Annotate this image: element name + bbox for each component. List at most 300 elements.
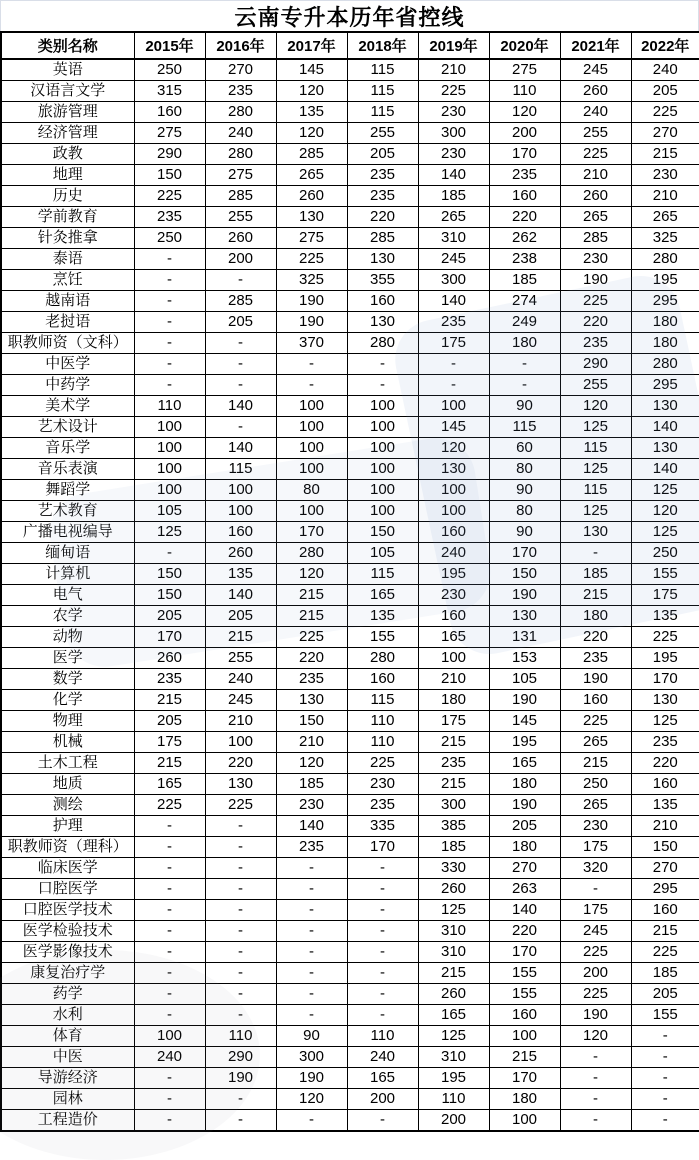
score-cell: 130 [276, 207, 347, 228]
score-cell: 125 [631, 522, 699, 543]
score-cell: 225 [134, 795, 205, 816]
score-cell: - [134, 837, 205, 858]
table-row [1, 291, 699, 312]
score-cell: 130 [418, 459, 489, 480]
table-row [1, 480, 699, 501]
score-cell: 230 [347, 774, 418, 795]
score-cell: 120 [276, 564, 347, 585]
score-cell: 190 [560, 669, 631, 690]
score-cell: 100 [276, 501, 347, 522]
score-cell: 120 [276, 81, 347, 102]
score-cell: 250 [560, 774, 631, 795]
score-cell: 185 [560, 564, 631, 585]
score-cell: 290 [205, 1047, 276, 1068]
header-row [1, 32, 699, 59]
score-cell: 275 [276, 228, 347, 249]
score-cell: - [205, 900, 276, 921]
score-cell: 200 [560, 963, 631, 984]
score-cell: 150 [489, 564, 560, 585]
row-label: 广播电视编导 [1, 522, 134, 543]
score-cell: 270 [205, 59, 276, 81]
score-cell: 195 [631, 270, 699, 291]
score-cell: 235 [134, 207, 205, 228]
score-cell: 125 [560, 459, 631, 480]
score-cell: 210 [418, 669, 489, 690]
column-header-category: 类别名称 [1, 32, 134, 59]
score-cell: - [631, 1047, 699, 1068]
row-label: 农学 [1, 606, 134, 627]
score-cell: 275 [205, 165, 276, 186]
score-cell: 220 [560, 627, 631, 648]
score-cell: 130 [631, 396, 699, 417]
score-cell: 160 [347, 291, 418, 312]
score-cell: 310 [418, 921, 489, 942]
row-label: 医学影像技术 [1, 942, 134, 963]
score-cell: 170 [347, 837, 418, 858]
table-row [1, 396, 699, 417]
column-header-year: 2021年 [560, 32, 631, 59]
score-cell: 125 [631, 711, 699, 732]
score-cell: 170 [631, 669, 699, 690]
table-body [1, 59, 699, 1131]
score-cell: 235 [418, 312, 489, 333]
score-cell: 195 [418, 564, 489, 585]
score-cell: 185 [418, 837, 489, 858]
score-cell: 249 [489, 312, 560, 333]
score-cell: 115 [560, 480, 631, 501]
row-label: 历史 [1, 186, 134, 207]
score-cell: 165 [347, 1068, 418, 1089]
score-cell: 260 [205, 228, 276, 249]
score-cell: 215 [560, 585, 631, 606]
score-cell: 280 [631, 249, 699, 270]
score-cell: 100 [347, 459, 418, 480]
row-label: 音乐表演 [1, 459, 134, 480]
score-cell: 225 [631, 102, 699, 123]
score-cell: - [205, 816, 276, 837]
row-label: 地质 [1, 774, 134, 795]
score-cell: 135 [347, 606, 418, 627]
score-cell: 175 [134, 732, 205, 753]
score-cell: 130 [631, 438, 699, 459]
score-cell: 260 [418, 984, 489, 1005]
score-cell: 100 [134, 1026, 205, 1047]
score-cell: - [205, 375, 276, 396]
score-cell: - [276, 879, 347, 900]
row-label: 口腔医学 [1, 879, 134, 900]
score-cell: 100 [276, 438, 347, 459]
score-cell: 180 [631, 333, 699, 354]
score-cell: 320 [560, 858, 631, 879]
score-cell: 180 [489, 774, 560, 795]
score-cell: 220 [489, 207, 560, 228]
score-cell: - [347, 984, 418, 1005]
score-cell: 200 [418, 1110, 489, 1132]
score-cell: 190 [560, 270, 631, 291]
score-cell: - [205, 1089, 276, 1110]
score-cell: - [560, 1110, 631, 1132]
row-label: 化学 [1, 690, 134, 711]
score-cell: 175 [560, 900, 631, 921]
score-cell: 130 [347, 249, 418, 270]
score-cell: 150 [347, 522, 418, 543]
score-cell: 120 [276, 1089, 347, 1110]
score-cell: 115 [347, 102, 418, 123]
table-row [1, 858, 699, 879]
score-cell: 165 [418, 627, 489, 648]
score-cell: 300 [276, 1047, 347, 1068]
score-cell: - [347, 921, 418, 942]
score-cell: 210 [276, 732, 347, 753]
score-cell: 115 [347, 564, 418, 585]
score-cell: 265 [560, 207, 631, 228]
score-cell: - [134, 1005, 205, 1026]
score-cell: 260 [560, 81, 631, 102]
score-cell: 200 [489, 123, 560, 144]
score-cell: 165 [489, 753, 560, 774]
table-row [1, 984, 699, 1005]
score-cell: 190 [276, 312, 347, 333]
score-cell: - [205, 1005, 276, 1026]
row-label: 导游经济 [1, 1068, 134, 1089]
score-cell: 235 [276, 669, 347, 690]
score-cell: 255 [560, 123, 631, 144]
table-row [1, 879, 699, 900]
row-label: 老挝语 [1, 312, 134, 333]
score-cell: - [134, 816, 205, 837]
score-cell: 185 [418, 186, 489, 207]
score-cell: 130 [347, 312, 418, 333]
score-cell: - [134, 375, 205, 396]
score-cell: 230 [418, 144, 489, 165]
score-cell: 190 [276, 291, 347, 312]
score-cell: 105 [489, 669, 560, 690]
score-cell: 235 [347, 165, 418, 186]
score-cell: - [418, 375, 489, 396]
score-cell: 140 [489, 900, 560, 921]
score-cell: 100 [134, 480, 205, 501]
score-cell: 170 [489, 144, 560, 165]
score-cell: 235 [489, 165, 560, 186]
score-cell: 165 [347, 585, 418, 606]
row-label: 测绘 [1, 795, 134, 816]
score-cell: 260 [560, 186, 631, 207]
row-label: 政教 [1, 144, 134, 165]
score-cell: 210 [560, 165, 631, 186]
score-cell: 230 [631, 165, 699, 186]
row-label: 物理 [1, 711, 134, 732]
row-label: 艺术设计 [1, 417, 134, 438]
score-cell: 215 [560, 753, 631, 774]
score-cell: 185 [276, 774, 347, 795]
score-cell: 265 [418, 207, 489, 228]
score-cell: - [205, 333, 276, 354]
score-cell: 285 [560, 228, 631, 249]
score-cell: 160 [418, 606, 489, 627]
score-cell: 280 [205, 144, 276, 165]
score-cell: 238 [489, 249, 560, 270]
score-cell: 120 [276, 123, 347, 144]
column-header-year: 2022年 [631, 32, 699, 59]
score-cell: 175 [418, 333, 489, 354]
score-cell: - [205, 1110, 276, 1132]
score-cell: 160 [631, 774, 699, 795]
score-cell: 190 [489, 795, 560, 816]
table-row [1, 1026, 699, 1047]
score-cell: 385 [418, 816, 489, 837]
score-cell: 110 [134, 396, 205, 417]
score-cell: 140 [276, 816, 347, 837]
score-cell: 270 [631, 858, 699, 879]
table-row [1, 963, 699, 984]
score-cell: 185 [489, 270, 560, 291]
score-cell: 170 [489, 1068, 560, 1089]
score-cell: 220 [276, 648, 347, 669]
score-cell: 115 [560, 438, 631, 459]
score-cell: 100 [134, 417, 205, 438]
score-cell: - [134, 333, 205, 354]
table-row [1, 81, 699, 102]
row-label: 中医 [1, 1047, 134, 1068]
score-cell: - [205, 921, 276, 942]
score-cell: 260 [205, 543, 276, 564]
score-cell: 245 [560, 59, 631, 81]
score-cell: 215 [631, 921, 699, 942]
score-cell: 215 [134, 690, 205, 711]
row-label: 体育 [1, 1026, 134, 1047]
score-cell: 170 [276, 522, 347, 543]
score-cell: 110 [418, 1089, 489, 1110]
score-cell: 100 [418, 501, 489, 522]
row-label: 计算机 [1, 564, 134, 585]
score-cell: - [134, 312, 205, 333]
table-row [1, 59, 699, 81]
score-cell: 100 [347, 417, 418, 438]
score-cell: - [560, 1068, 631, 1089]
score-cell: 125 [418, 900, 489, 921]
score-cell: 215 [489, 1047, 560, 1068]
row-label: 土木工程 [1, 753, 134, 774]
score-cell: 140 [631, 417, 699, 438]
score-cell: 130 [489, 606, 560, 627]
score-cell: 195 [418, 1068, 489, 1089]
score-cell: 80 [489, 459, 560, 480]
row-label: 泰语 [1, 249, 134, 270]
score-cell: 235 [205, 81, 276, 102]
score-cell: - [489, 354, 560, 375]
score-cell: 120 [489, 102, 560, 123]
score-cell: 225 [134, 186, 205, 207]
score-cell: - [205, 963, 276, 984]
score-cell: 155 [347, 627, 418, 648]
score-cell: - [276, 963, 347, 984]
score-cell: 300 [418, 123, 489, 144]
score-cell: 265 [276, 165, 347, 186]
score-cell: 235 [134, 669, 205, 690]
score-cell: 60 [489, 438, 560, 459]
score-cell: 215 [134, 753, 205, 774]
score-cell: 140 [418, 165, 489, 186]
score-cell: - [134, 270, 205, 291]
row-label: 数学 [1, 669, 134, 690]
row-label: 医学检验技术 [1, 921, 134, 942]
score-cell: 160 [489, 186, 560, 207]
score-cell: 100 [205, 732, 276, 753]
row-label: 电气 [1, 585, 134, 606]
score-cell: 110 [205, 1026, 276, 1047]
row-label: 口腔医学技术 [1, 900, 134, 921]
score-cell: 230 [276, 795, 347, 816]
score-cell: 225 [418, 81, 489, 102]
score-cell: 90 [276, 1026, 347, 1047]
score-cell: 150 [134, 585, 205, 606]
row-label: 针灸推拿 [1, 228, 134, 249]
score-cell: 240 [560, 102, 631, 123]
score-cell: 245 [205, 690, 276, 711]
score-cell: 210 [631, 816, 699, 837]
score-cell: 160 [418, 522, 489, 543]
score-cell: 135 [631, 795, 699, 816]
score-cell: 120 [631, 501, 699, 522]
score-cell: 205 [205, 606, 276, 627]
table-row [1, 438, 699, 459]
score-cell: - [276, 1110, 347, 1132]
score-cell: 225 [631, 627, 699, 648]
score-cell: 215 [631, 144, 699, 165]
score-cell: 240 [205, 669, 276, 690]
score-cell: 195 [489, 732, 560, 753]
score-cell: - [134, 900, 205, 921]
score-cell: 200 [347, 1089, 418, 1110]
score-cell: 265 [560, 732, 631, 753]
score-cell: 125 [560, 501, 631, 522]
score-cell: 315 [134, 81, 205, 102]
score-cell: - [276, 354, 347, 375]
score-cell: 155 [489, 984, 560, 1005]
score-cell: 195 [631, 648, 699, 669]
score-cell: 240 [418, 543, 489, 564]
score-cell: 265 [560, 795, 631, 816]
score-cell: 280 [347, 648, 418, 669]
score-cell: - [205, 858, 276, 879]
score-cell: 100 [347, 438, 418, 459]
table-row [1, 837, 699, 858]
row-label: 学前教育 [1, 207, 134, 228]
score-cell: 210 [205, 711, 276, 732]
score-cell: 225 [560, 144, 631, 165]
score-cell: 205 [134, 711, 205, 732]
score-cell: 100 [418, 396, 489, 417]
score-cell: 175 [418, 711, 489, 732]
score-cell: 110 [347, 711, 418, 732]
score-cell: 110 [489, 81, 560, 102]
score-cell: 170 [489, 942, 560, 963]
score-cell: 250 [631, 543, 699, 564]
score-cell: - [134, 984, 205, 1005]
score-cell: - [134, 543, 205, 564]
score-cell: 120 [418, 438, 489, 459]
row-label: 临床医学 [1, 858, 134, 879]
table-row [1, 711, 699, 732]
table-row [1, 774, 699, 795]
score-cell: 335 [347, 816, 418, 837]
score-cell: 140 [205, 438, 276, 459]
score-cell: - [276, 858, 347, 879]
score-cell: 175 [560, 837, 631, 858]
score-cell: 220 [631, 753, 699, 774]
score-cell: 280 [205, 102, 276, 123]
score-cell: 185 [631, 963, 699, 984]
row-label: 药学 [1, 984, 134, 1005]
score-cell: 145 [489, 711, 560, 732]
score-cell: 225 [205, 795, 276, 816]
score-cell: 205 [205, 312, 276, 333]
score-cell: 325 [631, 228, 699, 249]
score-cell: 80 [489, 501, 560, 522]
table-row [1, 627, 699, 648]
score-cell: 105 [347, 543, 418, 564]
score-cell: 150 [134, 564, 205, 585]
score-cell: 355 [347, 270, 418, 291]
score-cell: 90 [489, 480, 560, 501]
score-cell: 125 [418, 1026, 489, 1047]
score-cell: 145 [418, 417, 489, 438]
score-cell: 285 [347, 228, 418, 249]
score-cell: 285 [205, 291, 276, 312]
score-cell: 190 [205, 1068, 276, 1089]
row-label: 职教师资（理科） [1, 837, 134, 858]
score-cell: 310 [418, 228, 489, 249]
score-cell: 205 [489, 816, 560, 837]
table-row [1, 144, 699, 165]
column-header-year: 2018年 [347, 32, 418, 59]
score-cell: 120 [276, 753, 347, 774]
column-header-year: 2016年 [205, 32, 276, 59]
score-cell: 150 [276, 711, 347, 732]
score-cell: - [276, 984, 347, 1005]
score-cell: 205 [631, 984, 699, 1005]
score-cell: 215 [276, 606, 347, 627]
table-row [1, 123, 699, 144]
score-cell: 235 [347, 795, 418, 816]
score-cell: 275 [489, 59, 560, 81]
score-cell: 270 [631, 123, 699, 144]
score-cell: 100 [347, 501, 418, 522]
score-cell: 145 [276, 59, 347, 81]
score-cell: 150 [631, 837, 699, 858]
score-cell: 265 [631, 207, 699, 228]
score-cell: 280 [276, 543, 347, 564]
score-cell: 225 [560, 291, 631, 312]
score-cell: 135 [276, 102, 347, 123]
table-row [1, 1005, 699, 1026]
score-cell: - [134, 921, 205, 942]
table-row [1, 102, 699, 123]
score-cell: 155 [631, 1005, 699, 1026]
score-cell: 115 [347, 59, 418, 81]
score-cell: - [560, 879, 631, 900]
score-cell: - [205, 984, 276, 1005]
table-row [1, 942, 699, 963]
table-row [1, 732, 699, 753]
score-cell: 260 [418, 879, 489, 900]
score-cell: 170 [489, 543, 560, 564]
score-cell: - [631, 1068, 699, 1089]
score-cell: 115 [205, 459, 276, 480]
score-cell: 190 [276, 1068, 347, 1089]
score-cell: 205 [347, 144, 418, 165]
score-cell: 240 [631, 59, 699, 81]
